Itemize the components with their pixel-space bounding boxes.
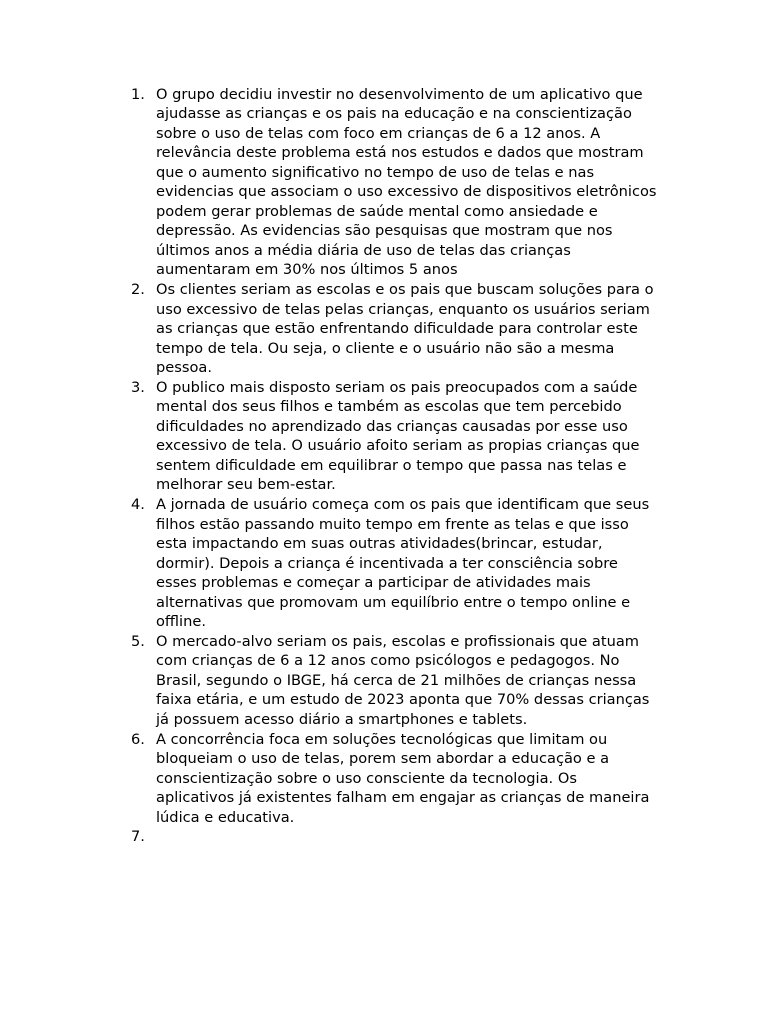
list-item-text: A jornada de usuário começa com os pais que identificam que seus filhos estão passando muito tempo em frente as telas e que isso esta impactando em suas outras atividades(brincar, estudar, dormir). Depois a criança é incentivada a ter consciência sobre esses problemas e começar a participar de atividades mais alternativas que promovam um equilíbrio entre o tempo online e offline. [156, 495, 650, 631]
list-item [0, 827, 658, 847]
list-item-text: Os clientes seriam as escolas e os pais que buscam soluções para o uso excessivo de telas pelas crianças, enquanto os usuários seriam as crianças que estão enfrentando dificuldade para controlar este tempo de tela. Ou seja, o cliente e o usuário não são a mesma pessoa. [156, 280, 654, 377]
list-item-text [156, 827, 658, 847]
list-item-number: 5. [131, 632, 145, 650]
list-item-number: 4. [131, 495, 145, 513]
list-item [0, 85, 658, 280]
list-item-number: 3. [131, 378, 145, 396]
numbered-list [0, 85, 768, 847]
list-item [0, 280, 658, 378]
list-item-number: 6. [131, 730, 145, 748]
list-item [0, 495, 658, 632]
list-item-text: O grupo decidiu investir no desenvolvimento de um aplicativo que ajudasse as crianças e os pais na educação e na conscientização sobre o uso de telas com foco em crianças de 6 a 12 anos. A relevância deste problema está nos estudos e dados que mostram que o aumento significativo no tempo de uso de telas e nas evidencias que associam o uso excessivo de dispositivos eletrônicos podem gerar problemas de saúde mental como ansiedade e depressão. As evidencias são pesquisas que mostram que nos últimos anos a média diária de uso de telas das crianças aumentaram em 30% nos últimos 5 anos [156, 85, 657, 279]
list-item [0, 730, 658, 828]
list-item-number: 2. [131, 280, 145, 298]
list-item-text: O mercado-alvo seriam os pais, escolas e profissionais que atuam com crianças de 6 a 12 anos como psicólogos e pedagogos. No Brasil, segundo o IBGE, há cerca de 21 milhões de crianças nessa faixa etária, e um estudo de 2023 aponta que 70% dessas crianças já possuem acesso diário a smartphones e tablets. [156, 632, 650, 728]
list-item-number: 1. [131, 85, 145, 103]
list-item-text: O publico mais disposto seriam os pais preocupados com a saúde mental dos seus filhos e também as escolas que tem percebido dificuldades no aprendizado das crianças causadas por esse uso excessivo de tela. O usuário afoito seriam as propias crianças que sentem dificuldade em equilibrar o tempo que passa nas telas e melhorar seu bem-estar. [156, 378, 640, 494]
list-item-text: A concorrência foca em soluções tecnológicas que limitam ou bloqueiam o uso de telas, porem sem abordar a educação e a conscientização sobre o uso consciente da tecnologia. Os aplicativos já existentes falham em engajar as crianças de maneira lúdica e educativa. [156, 730, 650, 826]
list-item-number: 7. [131, 828, 145, 846]
list-item [0, 632, 658, 730]
list-item [0, 378, 658, 495]
